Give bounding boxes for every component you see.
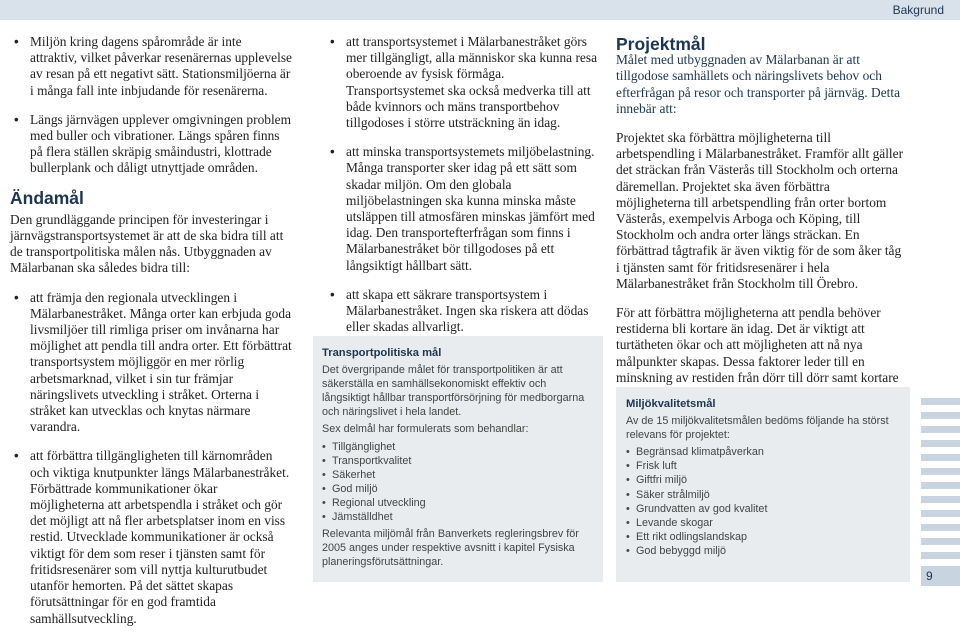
header-bar: [0, 0, 960, 20]
list-item: • Längs järnvägen upplever omgivningen problem med buller och vibrationer. Längs spåren finns på flera ställen skräpig småindustri, klottrade bullerplank och dåligt utnyttjade områden.: [10, 112, 292, 177]
page-number: 9: [921, 566, 960, 586]
list-item: • Ett rikt odlingslandskap: [626, 530, 900, 544]
list-item: • God miljö: [322, 482, 594, 496]
column-right: [616, 34, 906, 415]
section-heading-andamal: Ändamål: [10, 187, 84, 208]
box-list: [322, 440, 594, 525]
list-item: • Säker strålmiljö: [626, 488, 900, 502]
box-footer: Relevanta miljömål från Banverkets regleringsbrev för 2005 anges under respektive avsnitt i kapitel Fysiska planeringsförutsättningar.: [322, 528, 579, 569]
paragraph: Projektet ska förbättra möjligheterna till arbetspendling i Mälarbanestråket. Framför allt gäller det sträckan från Västerås till Stockholm och orterna däremellan. Projektet ska även förbättra möjligheterna till arbetspendling från orter bortom Västerås, exempelvis Arboga och Köping, till Stockholm och andra orter längs sträckan. En förbättrad tågtrafik är även viktig för de som åker tåg i tjänsten samt för fritidsresenärer i hela Mälarbanestråket från Stockholm till Örebro.: [616, 130, 904, 291]
transport-goals-box: [313, 336, 603, 582]
section-heading-projektmal: Projektmål: [616, 34, 706, 54]
list-item: • Begränsad klimatpåverkan: [626, 445, 900, 459]
box-intro: Av de 15 miljökvalitetsmålen bedöms följande ha störst relevans för projektet:: [626, 415, 889, 442]
list-item: • Frisk luft: [626, 459, 900, 473]
goal-list-continued: [322, 34, 602, 335]
list-item: • att förbättra tillgängligheten till kärnområden och viktiga knutpunkter längs Mälarbanestråket. Förbättrade kommunikationer ökar möjligheterna att arbetspendla i stråket och gör det möjligt att nå fler arbetsplatser inom en viss restid. Utvecklade kommunikationer är också viktigt för dem som reser i tjänsten samt för fritidsresenärer som vill nyttja kulturutbudet utanför hemorten. På det sättet skapas förutsättningar för en god framtida samhällsutveckling.: [10, 448, 292, 626]
paragraph: Den grundläggande principen för investeringar i järnvägstransportsystemet är att de ska bidra till att de transportpolitiska målen nås. Utbyggnaden av Mälarbanan ska således bidra till:: [10, 211, 284, 276]
list-item: • Jämställdhet: [322, 510, 594, 524]
list-item: • Grundvatten av god kvalitet: [626, 502, 900, 516]
box-intro: Det övergripande målet för transportpolitiken är att säkerställa en samhällsekonomiskt effektiv och långsiktigt hållbar transportförsörjning för medborgarna och näringslivet i hela landet.: [322, 364, 585, 419]
list-item: • att transportsystemet i Mälarbanestråket görs mer tillgängligt, alla människor ska kunna resa oberoende av fysisk förmåga. Transportsystemet ska också medverka till att både kvinnors och mäns transportbehov tillgodoses i större utsträckning än idag.: [322, 34, 602, 131]
lead-paragraph: Målet med utbyggnaden av Mälarbanan är att tillgodose samhällets och näringslivets behov och efterfrågan på resor och transporter på järnväg. Detta innebär att:: [616, 52, 901, 116]
column-left: [10, 34, 292, 640]
list-item: • Tillgänglighet: [322, 440, 594, 454]
list-item: • Levande skogar: [626, 516, 900, 530]
list-item: • Säkerhet: [322, 468, 594, 482]
problem-list: [10, 34, 292, 177]
list-item: • att skapa ett säkrare transportsystem i Mälarbanestråket. Ingen ska riskera att dödas eller skadas allvarligt.: [322, 287, 602, 336]
column-middle: [322, 34, 602, 348]
list-item: • Miljön kring dagens spårområde är inte attraktiv, vilket påverkar resenärernas upplevelse av resan på ett negativt sätt. Stationsmiljöerna är i många fall inte inbjudande för resenärerna.: [10, 34, 292, 99]
decorative-stripes: [921, 398, 960, 566]
section-label: Bakgrund: [892, 3, 944, 17]
goal-list: [10, 290, 292, 627]
environment-goals-box: [616, 387, 910, 582]
box-subtitle: Sex delmål har formulerats som behandlar:: [322, 423, 529, 436]
box-title: Miljökvalitetsmål: [626, 398, 716, 410]
list-item: • Regional utveckling: [322, 496, 594, 510]
list-item: • att minska transportsystemets miljöbelastning. Många transporter sker idag på ett sätt som skadar miljön. Om den globala miljöbelastningen ska kunna minska måste utsläppen till atmosfären minskas jämfört med idag. Den transportefterfrågan som finns i Mälarbanestråket bör tillgodoses på ett långsiktigt hållbart sätt.: [322, 144, 602, 274]
list-item: • Giftfri miljö: [626, 473, 900, 487]
box-list: [626, 445, 900, 558]
paragraph: För att förbättra möjligheterna att pendla behöver restiderna bli kortare än idag. Det är viktigt att turtätheten ökar och att möjligheten att nå nya målpunkter skapas. Dessa faktorer leder till en minskning av restiden från dörr till dörr samt kortare: [616, 305, 899, 385]
list-item: • God bebyggd miljö: [626, 544, 900, 558]
list-item: • att främja den regionala utvecklingen i Mälarbanestråket. Många orter kan erbjuda goda livsmiljöer till rimliga priser om invånarna har möjlighet att pendla till andra orter. Ett förbättrat transportsystem möjliggör en mer rörlig arbetsmarknad, vilket i sin tur främjar näringslivets utveckling i stråket. Orterna i stråket kan utvecklas och knytas närmare varandra.: [10, 290, 292, 436]
list-item: • Transportkvalitet: [322, 454, 594, 468]
box-title: Transportpolitiska mål: [322, 347, 442, 359]
